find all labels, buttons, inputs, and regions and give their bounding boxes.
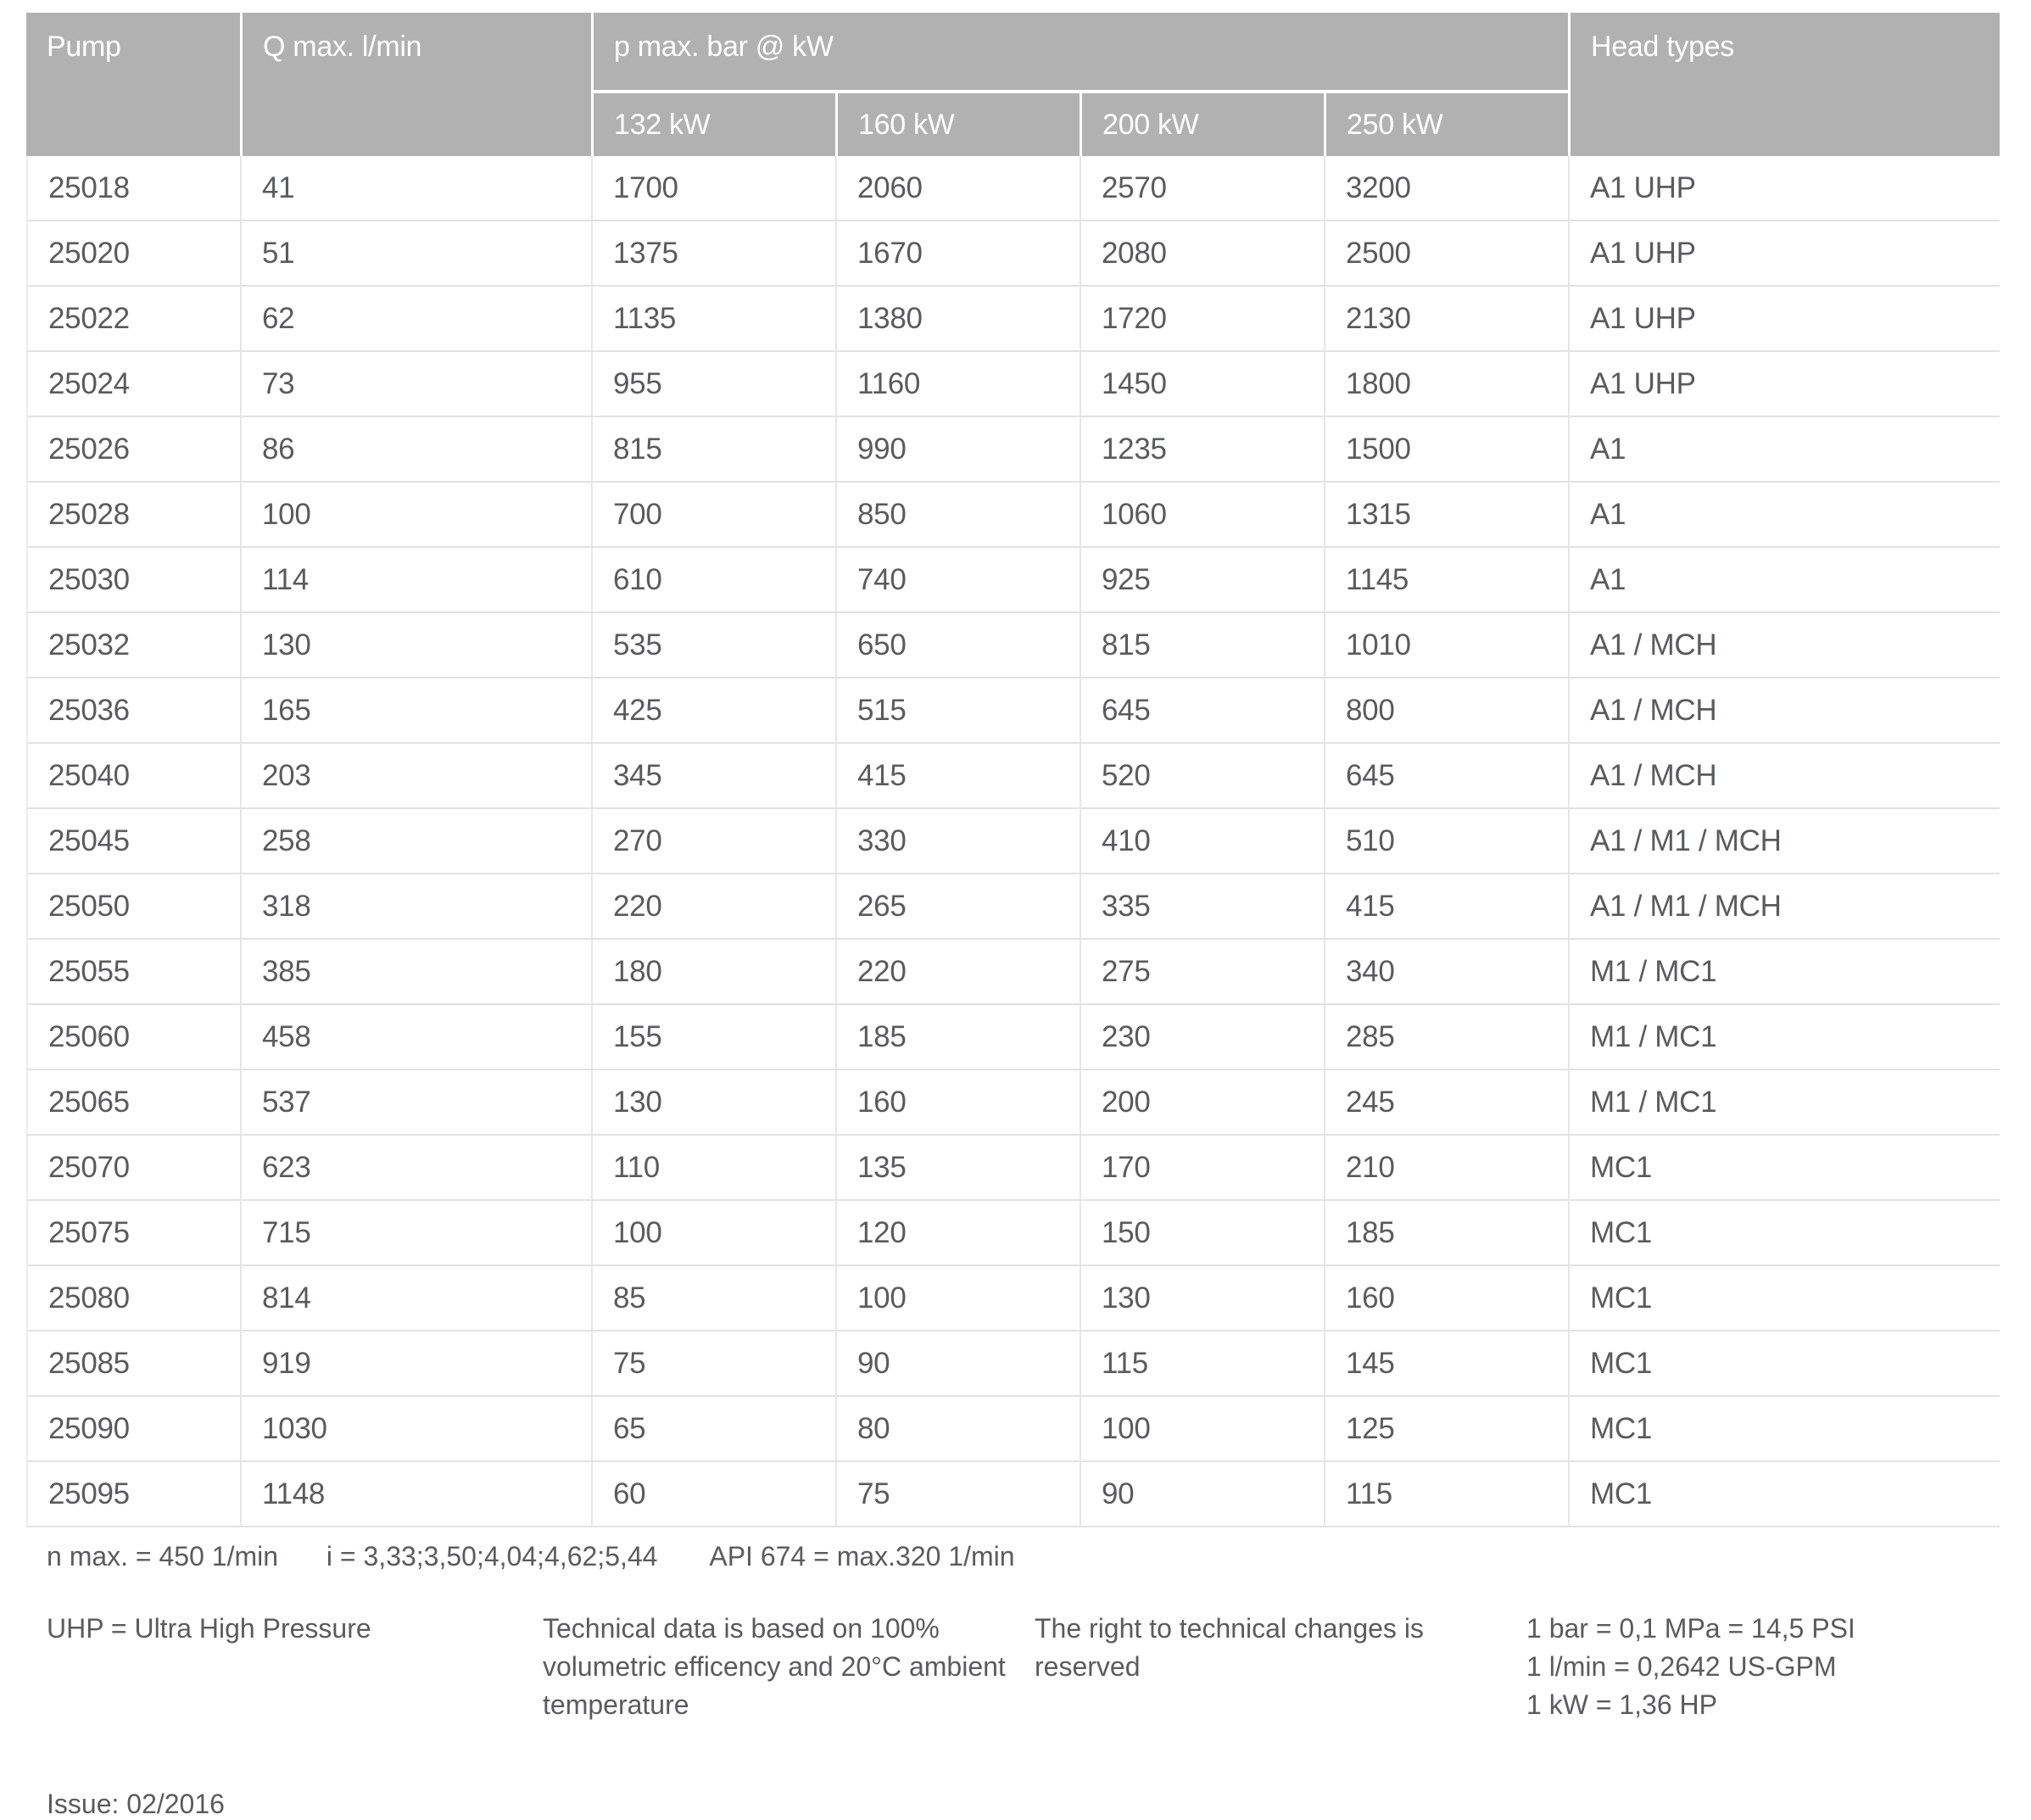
kw200-cell: 170	[1080, 1136, 1324, 1201]
qmax-cell: 623	[240, 1136, 591, 1201]
kw200-cell: 150	[1080, 1201, 1324, 1266]
kw132-cell: 155	[591, 1005, 835, 1070]
table-row	[26, 156, 2000, 221]
pump-cell: 25032	[26, 613, 240, 678]
kw160-cell: 650	[835, 613, 1080, 678]
pump-cell: 25022	[26, 287, 240, 352]
table-row	[26, 221, 2000, 287]
table-row	[26, 940, 2000, 1005]
table-row	[26, 352, 2000, 417]
kw250-cell: 210	[1324, 1136, 1568, 1201]
table-row	[26, 744, 2000, 809]
kw200-cell: 1060	[1080, 483, 1324, 548]
kw132-cell: 100	[591, 1201, 835, 1266]
qmax-cell: 258	[240, 809, 591, 874]
qmax-cell: 385	[240, 940, 591, 1005]
kw250-cell: 3200	[1324, 156, 1568, 221]
kw250-cell: 125	[1324, 1397, 1568, 1462]
kw160-cell: 1670	[835, 221, 1080, 287]
notes-line-speed	[47, 1541, 2000, 1572]
qmax-cell: 130	[240, 613, 591, 678]
head-type-cell: A1 / MCH	[1568, 613, 2000, 678]
kw250-cell: 510	[1324, 809, 1568, 874]
qmax-cell: 100	[240, 483, 591, 548]
kw200-cell: 2080	[1080, 221, 1324, 287]
table-body	[26, 156, 2000, 1527]
kw132-cell: 75	[591, 1332, 835, 1397]
kw132-cell: 1135	[591, 287, 835, 352]
table-header	[26, 13, 2000, 156]
head-type-cell: A1 / M1 / MCH	[1568, 809, 2000, 874]
pump-cell: 25020	[26, 221, 240, 287]
pump-cell: 25045	[26, 809, 240, 874]
head-type-cell: MC1	[1568, 1332, 2000, 1397]
kw250-cell: 185	[1324, 1201, 1568, 1266]
note-api-674: API 674 = max.320 1/min	[709, 1541, 1015, 1572]
qmax-cell: 318	[240, 874, 591, 940]
kw132-cell: 60	[591, 1462, 835, 1527]
kw250-cell: 245	[1324, 1070, 1568, 1136]
table-row	[26, 1397, 2000, 1462]
note-i-ratios: i = 3,33;3,50;4,04;4,62;5,44	[326, 1541, 658, 1572]
table-row	[26, 483, 2000, 548]
kw132-cell: 700	[591, 483, 835, 548]
table-row	[26, 1136, 2000, 1201]
pump-cell: 25095	[26, 1462, 240, 1527]
kw200-cell: 130	[1080, 1266, 1324, 1332]
note-conversion-line: 1 l/min = 0,2642 US-GPM	[1526, 1651, 1837, 1682]
qmax-cell: 62	[240, 287, 591, 352]
kw250-cell: 800	[1324, 678, 1568, 744]
kw132-cell: 425	[591, 678, 835, 744]
kw200-cell: 115	[1080, 1332, 1324, 1397]
issue-label: Issue: 02/2016	[47, 1789, 225, 1819]
table-row	[26, 1201, 2000, 1266]
kw132-cell: 220	[591, 874, 835, 940]
qmax-cell: 715	[240, 1201, 591, 1266]
kw250-cell: 1145	[1324, 548, 1568, 613]
kw160-cell: 135	[835, 1136, 1080, 1201]
kw160-cell: 90	[835, 1332, 1080, 1397]
table-row	[26, 1005, 2000, 1070]
qmax-cell: 73	[240, 352, 591, 417]
kw200-cell: 1235	[1080, 417, 1324, 483]
kw160-cell: 160	[835, 1070, 1080, 1136]
head-type-cell: MC1	[1568, 1462, 2000, 1527]
pump-cell: 25055	[26, 940, 240, 1005]
pump-cell: 25075	[26, 1201, 240, 1266]
kw200-cell: 275	[1080, 940, 1324, 1005]
qmax-cell: 1030	[240, 1397, 591, 1462]
pump-cell: 25090	[26, 1397, 240, 1462]
kw200-cell: 335	[1080, 874, 1324, 940]
note-n-max: n max. = 450 1/min	[47, 1541, 279, 1572]
table-row	[26, 1070, 2000, 1136]
table-row	[26, 417, 2000, 483]
kw250-cell: 1315	[1324, 483, 1568, 548]
kw200-cell: 100	[1080, 1397, 1324, 1462]
kw132-cell: 65	[591, 1397, 835, 1462]
head-type-cell: A1 UHP	[1568, 156, 2000, 221]
table-row	[26, 1266, 2000, 1332]
kw160-cell: 415	[835, 744, 1080, 809]
head-type-cell: MC1	[1568, 1201, 2000, 1266]
kw250-cell: 115	[1324, 1462, 1568, 1527]
note-uhp: UHP = Ultra High Pressure	[47, 1613, 371, 1644]
head-type-cell: A1 / MCH	[1568, 744, 2000, 809]
column-header-qmax: Q max. l/min	[240, 13, 591, 156]
note-technical-line: Technical data is based on 100%	[543, 1613, 940, 1644]
note-technical-data	[543, 1610, 1035, 1724]
column-header-pmax-group: p max. bar @ kW	[591, 13, 1568, 93]
pump-cell: 25080	[26, 1266, 240, 1332]
kw132-cell: 535	[591, 613, 835, 678]
table-row	[26, 287, 2000, 352]
kw132-cell: 1375	[591, 221, 835, 287]
head-type-cell: A1 UHP	[1568, 352, 2000, 417]
table-row	[26, 1462, 2000, 1527]
qmax-cell: 458	[240, 1005, 591, 1070]
kw250-cell: 645	[1324, 744, 1568, 809]
kw160-cell: 1160	[835, 352, 1080, 417]
table-row	[26, 809, 2000, 874]
head-type-cell: A1 / MCH	[1568, 678, 2000, 744]
kw160-cell: 120	[835, 1201, 1080, 1266]
qmax-cell: 1148	[240, 1462, 591, 1527]
qmax-cell: 919	[240, 1332, 591, 1397]
table-row	[26, 548, 2000, 613]
qmax-cell: 114	[240, 548, 591, 613]
head-type-cell: A1 / M1 / MCH	[1568, 874, 2000, 940]
kw200-cell: 200	[1080, 1070, 1324, 1136]
kw160-cell: 850	[835, 483, 1080, 548]
kw250-cell: 415	[1324, 874, 1568, 940]
head-type-cell: M1 / MC1	[1568, 1005, 2000, 1070]
qmax-cell: 537	[240, 1070, 591, 1136]
kw200-cell: 645	[1080, 678, 1324, 744]
kw160-cell: 2060	[835, 156, 1080, 221]
qmax-cell: 814	[240, 1266, 591, 1332]
table-row	[26, 613, 2000, 678]
note-technical-line: volumetric efficency and 20°C ambient	[543, 1651, 1006, 1682]
table-row	[26, 874, 2000, 940]
kw200-cell: 925	[1080, 548, 1324, 613]
kw160-cell: 1380	[835, 287, 1080, 352]
kw160-cell: 515	[835, 678, 1080, 744]
head-type-cell: MC1	[1568, 1397, 2000, 1462]
kw200-cell: 230	[1080, 1005, 1324, 1070]
note-technical-line: temperature	[543, 1689, 689, 1720]
pump-cell: 25026	[26, 417, 240, 483]
qmax-cell: 203	[240, 744, 591, 809]
kw132-cell: 955	[591, 352, 835, 417]
kw250-cell: 1500	[1324, 417, 1568, 483]
kw132-cell: 1700	[591, 156, 835, 221]
kw132-cell: 130	[591, 1070, 835, 1136]
pump-cell: 25024	[26, 352, 240, 417]
kw160-cell: 990	[835, 417, 1080, 483]
kw200-cell: 2570	[1080, 156, 1324, 221]
kw132-cell: 180	[591, 940, 835, 1005]
pump-cell: 25085	[26, 1332, 240, 1397]
kw132-cell: 85	[591, 1266, 835, 1332]
kw250-cell: 285	[1324, 1005, 1568, 1070]
kw160-cell: 265	[835, 874, 1080, 940]
kw250-cell: 160	[1324, 1266, 1568, 1332]
pump-cell: 25036	[26, 678, 240, 744]
pump-cell: 25040	[26, 744, 240, 809]
kw132-cell: 345	[591, 744, 835, 809]
kw132-cell: 110	[591, 1136, 835, 1201]
head-type-cell: A1 UHP	[1568, 221, 2000, 287]
kw250-cell: 340	[1324, 940, 1568, 1005]
kw200-cell: 90	[1080, 1462, 1324, 1527]
head-type-cell: A1	[1568, 417, 2000, 483]
head-type-cell: A1	[1568, 548, 2000, 613]
qmax-cell: 165	[240, 678, 591, 744]
kw250-cell: 1800	[1324, 352, 1568, 417]
qmax-cell: 41	[240, 156, 591, 221]
table-row	[26, 678, 2000, 744]
pump-cell: 25065	[26, 1070, 240, 1136]
pump-cell: 25070	[26, 1136, 240, 1201]
pump-cell: 25050	[26, 874, 240, 940]
kw250-cell: 1010	[1324, 613, 1568, 678]
table-row	[26, 1332, 2000, 1397]
note-rights-reserved: The right to technical changes is reserved	[1035, 1613, 1424, 1682]
note-conversion-line: 1 kW = 1,36 HP	[1526, 1689, 1717, 1720]
qmax-cell: 86	[240, 417, 591, 483]
kw250-cell: 2500	[1324, 221, 1568, 287]
kw160-cell: 740	[835, 548, 1080, 613]
kw250-cell: 2130	[1324, 287, 1568, 352]
kw160-cell: 75	[835, 1462, 1080, 1527]
head-type-cell: A1	[1568, 483, 2000, 548]
pump-specs-table	[26, 13, 2000, 1527]
pump-cell: 25018	[26, 156, 240, 221]
kw200-cell: 520	[1080, 744, 1324, 809]
notes-grid	[47, 1610, 2000, 1724]
note-conversion-line: 1 bar = 0,1 MPa = 14,5 PSI	[1526, 1613, 1855, 1644]
kw132-cell: 610	[591, 548, 835, 613]
head-type-cell: MC1	[1568, 1266, 2000, 1332]
kw200-cell: 1450	[1080, 352, 1324, 417]
kw160-cell: 80	[835, 1397, 1080, 1462]
column-header-250kw: 250 kW	[1324, 93, 1568, 156]
column-header-head-types: Head types	[1568, 13, 2000, 156]
kw200-cell: 410	[1080, 809, 1324, 874]
kw160-cell: 100	[835, 1266, 1080, 1332]
pump-cell: 25030	[26, 548, 240, 613]
column-header-pump: Pump	[26, 13, 240, 156]
kw132-cell: 270	[591, 809, 835, 874]
head-type-cell: M1 / MC1	[1568, 1070, 2000, 1136]
head-type-cell: MC1	[1568, 1136, 2000, 1201]
qmax-cell: 51	[240, 221, 591, 287]
column-header-132kw: 132 kW	[591, 93, 835, 156]
kw160-cell: 185	[835, 1005, 1080, 1070]
kw200-cell: 815	[1080, 613, 1324, 678]
pump-cell: 25028	[26, 483, 240, 548]
kw250-cell: 145	[1324, 1332, 1568, 1397]
pump-cell: 25060	[26, 1005, 240, 1070]
kw160-cell: 220	[835, 940, 1080, 1005]
kw200-cell: 1720	[1080, 287, 1324, 352]
column-header-160kw: 160 kW	[835, 93, 1080, 156]
head-type-cell: A1 UHP	[1568, 287, 2000, 352]
kw132-cell: 815	[591, 417, 835, 483]
column-header-200kw: 200 kW	[1080, 93, 1324, 156]
kw160-cell: 330	[835, 809, 1080, 874]
head-type-cell: M1 / MC1	[1568, 940, 2000, 1005]
note-conversions	[1526, 1610, 2000, 1724]
